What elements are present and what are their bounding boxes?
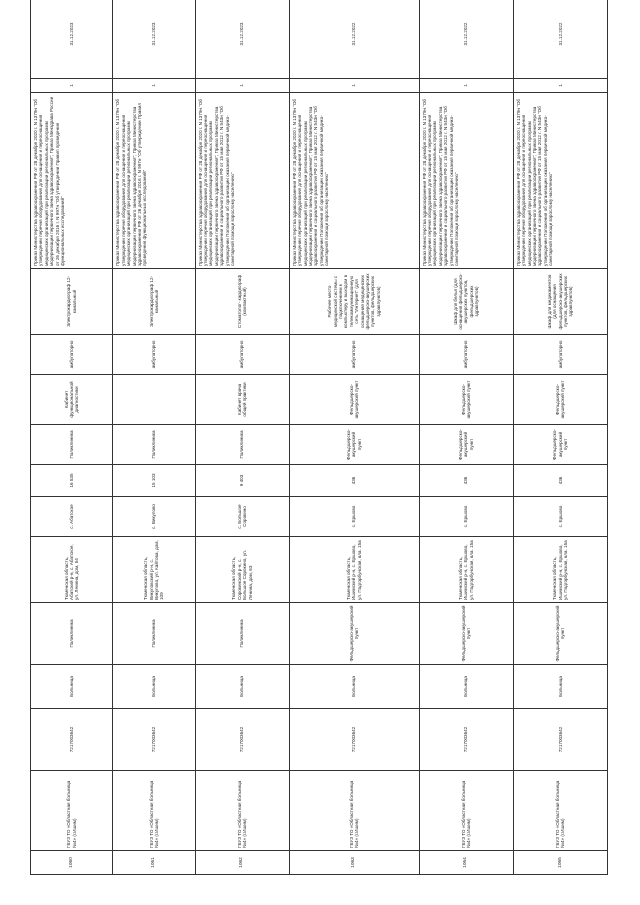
organization-cell: ГБУЗ ТО «Областная больница №4» (г.Ишим) <box>289 771 419 851</box>
settlement-cell: с. Ершово <box>289 497 419 537</box>
inn-cell: 7217003642 <box>513 709 607 771</box>
table-row <box>113 0 195 875</box>
unit-cell: Фельдшерско-акушерский пункт <box>419 603 513 665</box>
row-number: 1061 <box>113 851 195 875</box>
address-cell: Тюменская область, Абатский р-н, с. Абатское, ул. Ленина, дом, 54 <box>31 537 113 603</box>
organization-cell: ГБУЗ ТО «Областная больница №4» (г.Ишим) <box>419 771 513 851</box>
care-type-cell: амбулаторно <box>289 335 419 375</box>
organization-cell: ГБУЗ ТО «Областная больница №4» (г.Ишим) <box>113 771 195 851</box>
address-cell: Тюменская область, Ишимский р-н, с. Ершово, ул. Подгорбунская, вла. 15а <box>419 537 513 603</box>
subdivision-cell: Фельдшерско-акушерский пункт <box>289 425 419 465</box>
equipment-cell: Стоматолог- кардиограф (компактный) <box>195 269 289 335</box>
quantity-cell: 1 <box>31 79 113 93</box>
equipment-cell: Шкаф для белья (для оснащения фельдшерско-акушерских пунктов, фельдшерских здравпунктов) <box>419 269 513 335</box>
table-row <box>195 0 289 875</box>
legal-basis-cell: Приказ Министерства здравоохранения РФ от 28 декабря 2020 г. N 1379н "Об утверждении перечня оборудования для оснащения и переоснащения медицинских организаций при реализации региональных программ модернизации первичного звена здравоохранения"; Приказ Министерства здравоохранения и социального развития РФ от 15 мая 2012 г. N 543н "Об утверждении Положения об организации оказания первичной медико-санитарной помощи взрослому населению" <box>195 93 289 269</box>
care-type-cell: амбулаторно <box>195 335 289 375</box>
population-cell: 436 <box>513 465 607 497</box>
row-number: 1062 <box>195 851 289 875</box>
facility-type-cell: Больница <box>419 665 513 709</box>
quantity-cell: 1 <box>113 79 195 93</box>
inn-cell: 7217003642 <box>113 709 195 771</box>
equipment-cell: Электрокардиограф 12-канальный <box>113 269 195 335</box>
room-cell: Фельдшерско-акушерский пункт <box>419 375 513 425</box>
subdivision-cell: Фельдшерско-акушерский пункт <box>419 425 513 465</box>
organization-cell: ГБУЗ ТО «Областная больница №4» (г.Ишим) <box>513 771 607 851</box>
date-cell: 31.12.2022 <box>419 0 513 79</box>
settlement-cell: с. Викулово <box>113 497 195 537</box>
equipment-cell: Электрокардиограф 12-канальный <box>31 269 113 335</box>
settlement-cell: с. Абатское <box>31 497 113 537</box>
date-cell: 31.12.2023 <box>113 0 195 79</box>
facility-type-cell: Больница <box>289 665 419 709</box>
population-cell: 15 103 <box>113 465 195 497</box>
table-row <box>419 0 513 875</box>
row-number: 1060 <box>31 851 113 875</box>
quantity-cell: 1 <box>419 79 513 93</box>
facility-type-cell: Больница <box>195 665 289 709</box>
subdivision-cell: Фельдшерско-акушерский пункт <box>513 425 607 465</box>
date-cell: 31.12.2022 <box>289 0 419 79</box>
room-cell: Фельдшерско-акушерский пункт <box>289 375 419 425</box>
facility-type-cell: Больница <box>113 665 195 709</box>
population-cell: 9 403 <box>195 465 289 497</box>
population-cell: 436 <box>289 465 419 497</box>
subdivision-cell: Поликлиника <box>195 425 289 465</box>
table-row <box>513 0 607 875</box>
population-cell: 16 535 <box>31 465 113 497</box>
facility-type-cell: Больница <box>513 665 607 709</box>
address-cell: Тюменская область, Ишимский р-н, с. Ершово, ул. Подгорбунская, вла. 15а <box>289 537 419 603</box>
unit-cell: Поликлиника <box>195 603 289 665</box>
room-cell: Фельдшерско-акушерский пункт <box>513 375 607 425</box>
legal-basis-cell: Приказ Министерства здравоохранения РФ от 28 декабря 2020 г. N 1379н "Об утверждении перечня оборудования для оснащения и переоснащения медицинских организаций при реализации региональных программ модернизации первичного звена здравоохранения"; Приказ Министерства здравоохранения и социального развития РФ от 15 мая 2012 г. N 543н "Об утверждении Положения об организации оказания первичной медико-санитарной помощи взрослому населению" <box>513 93 607 269</box>
unit-cell: Фельдшерско-акушерский пункт <box>289 603 419 665</box>
row-number: 1065 <box>513 851 607 875</box>
inn-cell: 7217003642 <box>419 709 513 771</box>
care-type-cell: амбулаторно <box>31 335 113 375</box>
care-type-cell: амбулаторно <box>419 335 513 375</box>
care-type-cell: амбулаторно <box>113 335 195 375</box>
organization-cell: ГБУЗ ТО «Областная больница №4» (г.Ишим) <box>195 771 289 851</box>
address-cell: Тюменская область, Ишимский р-н, с. Ершово, ул. Подгорбунская, вла. 15а <box>513 537 607 603</box>
room-cell: Кабинет врача общей практики <box>195 375 289 425</box>
organization-cell: ГБУЗ ТО «Областная больница №4» (г.Ишим) <box>31 771 113 851</box>
unit-cell: Поликлиника <box>113 603 195 665</box>
legal-basis-cell: Приказ Министерства здравоохранения РФ от 28 декабря 2020 г. N 1379н "Об утверждении перечня оборудования для оснащения и переоснащения медицинских организаций при реализации региональных программ модернизации первичного звена здравоохранения"; Приказ Минздрава России от 26 декабря 2016 г. N 997н "Об утверждении Правил проведения функциональных исследований" <box>31 93 113 269</box>
settlement-cell: с. Ершово <box>419 497 513 537</box>
subdivision-cell: Поликлиника <box>113 425 195 465</box>
table-row <box>289 0 419 875</box>
date-cell: 31.12.2022 <box>513 0 607 79</box>
unit-cell: Поликлиника <box>31 603 113 665</box>
inn-cell: 7217003642 <box>31 709 113 771</box>
equipment-cell: Шкаф для медикаментов (для оснащения фельдшерско-акушерских пунктов, фельдшерских здравпунктов) <box>513 269 607 335</box>
care-type-cell: амбулаторно <box>513 335 607 375</box>
inn-cell: 7217003642 <box>289 709 419 771</box>
settlement-cell: с. Большое Сорокино <box>195 497 289 537</box>
quantity-cell: 1 <box>513 79 607 93</box>
table-body <box>31 0 608 875</box>
population-cell: 436 <box>419 465 513 497</box>
equipment-cell: Рабочее место медицинской системы с подключением к компьютеру и выходом в телекоммуникационную сеть "Интернет" (для оснащения медицинских фельдшерско-акушерских пунктов, фельдшерских здравпунктов) <box>289 269 419 335</box>
equipment-table <box>30 0 608 875</box>
facility-type-cell: Больница <box>31 665 113 709</box>
subdivision-cell: Поликлиника <box>31 425 113 465</box>
row-number: 1063 <box>289 851 419 875</box>
inn-cell: 7217003642 <box>195 709 289 771</box>
legal-basis-cell: Приказ Министерства здравоохранения РФ от 28 декабря 2020 г. N 1379н "Об утверждении перечня оборудования для оснащения и переоснащения медицинских организаций при реализации региональных программ модернизации первичного звена здравоохранения"; Приказ Министерства здравоохранения и социального развития РФ от 15 мая 2012 г. N 543н "Об утверждении Положения об организации оказания первичной медико-санитарной помощи взрослому населению" <box>289 93 419 269</box>
rotated-table-wrapper <box>30 22 608 875</box>
room-cell <box>113 375 195 425</box>
room-cell: Кабинет функциональной диагностики <box>31 375 113 425</box>
address-cell: Тюменская область, Сорокинский р-н, с. Большое Сорокино, ул. Ленина, дом, 63 <box>195 537 289 603</box>
address-cell: Тюменская область, Викуловский р-н, с. Викулово, ул. Кайтова, дом, 109 <box>113 537 195 603</box>
date-cell: 31.12.2023 <box>195 0 289 79</box>
quantity-cell: 1 <box>195 79 289 93</box>
legal-basis-cell: Приказ Министерства здравоохранения РФ от 28 декабря 2020 г. N 1379н "Об утверждении перечня оборудования для оснащения и переоснащения медицинских организаций при реализации региональных программ модернизации первичного звена здравоохранения"; Приказ Министерства здравоохранения и социального развития РФ от 15 мая 2012 г. N 543н "Об утверждении Положения об организации оказания первичной медико-санитарной помощи взрослому населению" <box>419 93 513 269</box>
date-cell: 31.12.2023 <box>31 0 113 79</box>
settlement-cell: с. Ершово <box>513 497 607 537</box>
quantity-cell: 1 <box>289 79 419 93</box>
row-number: 1064 <box>419 851 513 875</box>
unit-cell: Фельдшерско-акушерский пункт <box>513 603 607 665</box>
table-row <box>31 0 113 875</box>
legal-basis-cell: Приказ Министерства здравоохранения РФ от 28 декабря 2020 г. N 1379н "Об утверждении перечня оборудования для оснащения и переоснащения медицинских организаций при реализации региональных программ модернизации первичного звена здравоохранения"; Приказ Министерства здравоохранения РФ от 26 декабря 2016 г. N 997н "Об утверждении Правил проведения функциональных исследований" <box>113 93 195 269</box>
